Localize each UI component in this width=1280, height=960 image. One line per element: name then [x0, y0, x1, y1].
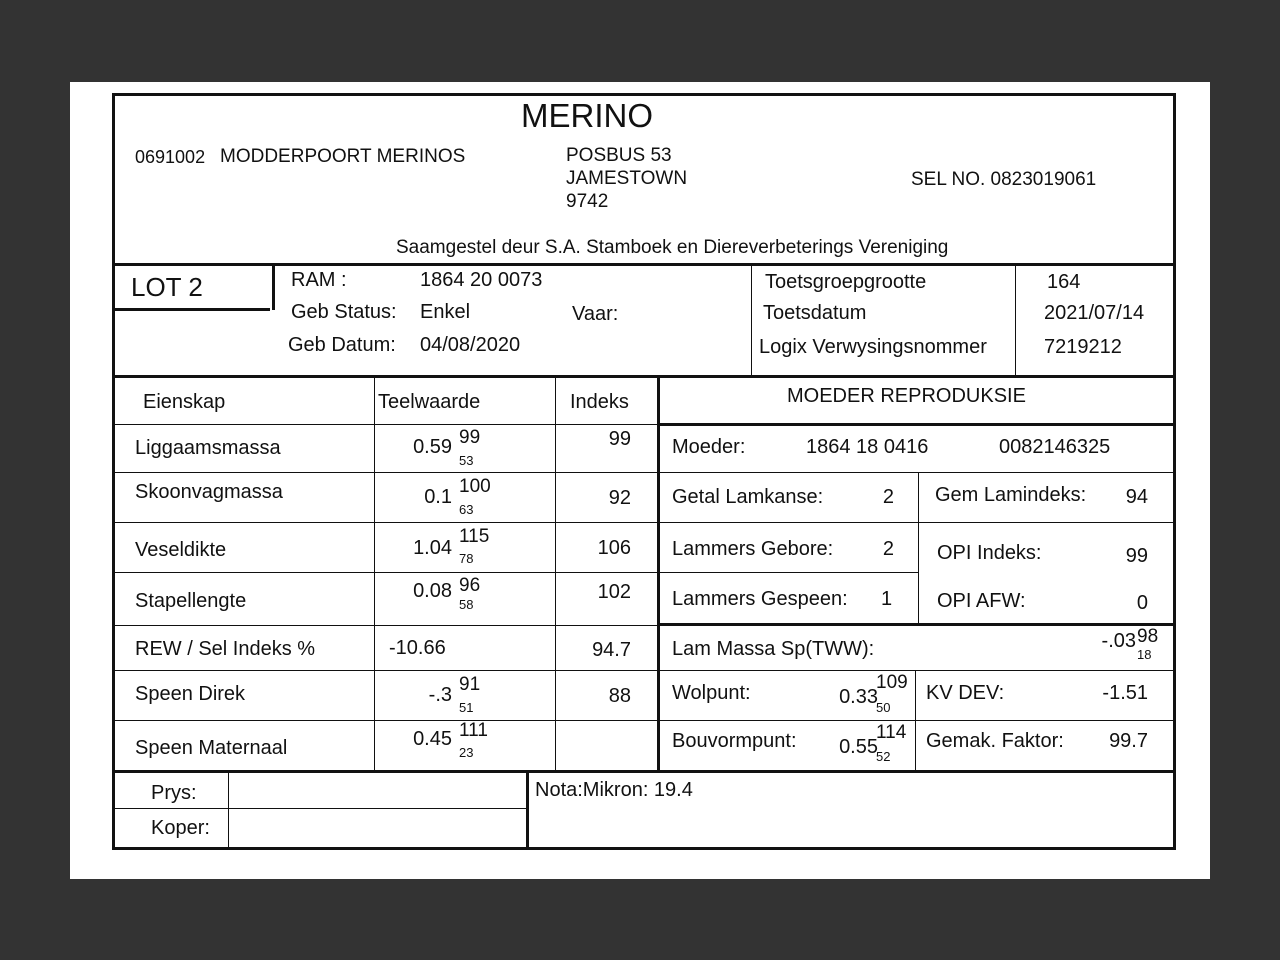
- outer-border-bottom: [112, 847, 1176, 850]
- trait-value: -10.66: [389, 637, 446, 659]
- lambs-born-label: Lammers Gebore:: [672, 538, 834, 560]
- opi-index-label: OPI Indeks:: [937, 542, 1042, 564]
- trait-accuracy-upper: 111: [459, 720, 488, 741]
- trait-name: Speen Direk: [135, 683, 246, 705]
- trait-accuracy-upper: 96: [459, 575, 481, 596]
- lamb-mass-lower: 18: [1137, 647, 1152, 662]
- note-divider: [526, 772, 529, 847]
- trait-accuracy-upper: 91: [459, 674, 481, 695]
- dam-section-title: MOEDER REPRODUKSIE: [787, 385, 1026, 407]
- info-divider-2: [1015, 265, 1016, 375]
- lot-label: LOT 2: [131, 272, 203, 302]
- kv-dev-label: KV DEV:: [926, 682, 1005, 704]
- logix-value: 7219212: [1044, 336, 1122, 358]
- ram-label: RAM :: [291, 269, 347, 291]
- section-divider: [112, 375, 1174, 378]
- buyer-label: Koper:: [151, 817, 210, 839]
- footer-divider: [112, 770, 1174, 773]
- birth-status-value: Enkel: [420, 301, 471, 323]
- trait-name: Speen Maternaal: [135, 737, 288, 759]
- row-line-2: [112, 522, 1174, 523]
- outer-border-top: [112, 93, 1174, 96]
- opi-index-value: 99: [1125, 545, 1148, 567]
- lamb-mass-value: -.03: [1101, 630, 1136, 652]
- trait-name: Skoonvagmassa: [135, 481, 283, 503]
- index-header: Indeks: [570, 391, 629, 413]
- col-divider-trait: [374, 378, 375, 771]
- lot-box-right: [272, 265, 275, 310]
- address-line-3: 9742: [566, 191, 609, 212]
- group-size-value: 164: [1047, 271, 1081, 293]
- trait-name: Liggaamsmassa: [135, 437, 281, 459]
- trait-accuracy-lower: 53: [459, 453, 474, 468]
- wool-points-value: 0.33: [839, 686, 878, 708]
- avg-lamb-index-value: 94: [1125, 486, 1148, 508]
- price-field[interactable]: [240, 783, 520, 805]
- mother-code: 0082146325: [999, 436, 1111, 458]
- logix-label: Logix Verwysingsnommer: [759, 336, 987, 358]
- trait-accuracy-upper: 115: [459, 526, 490, 547]
- compiled-by: Saamgestel deur S.A. Stamboek en Diereverbeterings Vereniging: [396, 237, 949, 258]
- conformation-upper: 114: [876, 722, 907, 743]
- dam-divider-lower: [915, 670, 916, 771]
- info-divider-1: [751, 265, 752, 375]
- row-line-4: [112, 625, 657, 626]
- opi-dev-value: 0: [1136, 592, 1148, 614]
- trait-accuracy-lower: 23: [459, 745, 474, 760]
- trait-accuracy-lower: 63: [459, 502, 474, 517]
- trait-index: 92: [608, 487, 631, 509]
- lamb-mass-upper: 98: [1137, 626, 1159, 647]
- wool-points-label: Wolpunt:: [672, 682, 751, 704]
- conformation-value: 0.55: [839, 736, 878, 758]
- trait-index: 88: [608, 685, 631, 707]
- trait-accuracy-upper: 100: [459, 476, 491, 497]
- trait-index: 94.7: [592, 639, 631, 661]
- trait-accuracy-upper: 99: [459, 427, 481, 448]
- price-label-divider: [228, 772, 229, 847]
- lot-card: [70, 82, 1210, 879]
- mother-label: Moeder:: [672, 436, 746, 458]
- row-line-header: [112, 424, 657, 425]
- note-text: Nota:Mikron: 19.4: [535, 779, 693, 801]
- group-size-label: Toetsgroepgrootte: [765, 271, 927, 293]
- wool-points-upper: 109: [876, 672, 908, 693]
- col-divider-value: [555, 378, 556, 771]
- lamb-chances-label: Getal Lamkanse:: [672, 486, 824, 508]
- lot-box-bottom: [112, 308, 270, 311]
- ram-value: 1864 20 0073: [420, 269, 543, 291]
- breeding-value-header: Teelwaarde: [378, 391, 481, 413]
- page-title: MERINO: [521, 97, 653, 134]
- trait-accuracy-lower: 51: [459, 700, 474, 715]
- buyer-field[interactable]: [240, 818, 520, 840]
- trait-accuracy-lower: 78: [459, 551, 474, 566]
- ease-factor-value: 99.7: [1109, 730, 1148, 752]
- dam-title-line: [660, 423, 1173, 426]
- lamb-chances-value: 2: [882, 486, 894, 508]
- trait-value: 0.45: [413, 728, 452, 750]
- price-row-line: [112, 808, 526, 809]
- row-line-1: [112, 472, 1174, 473]
- avg-lamb-index-label: Gem Lamindeks:: [935, 484, 1087, 506]
- trait-index: 106: [597, 537, 631, 559]
- trait-value: 0.59: [413, 436, 452, 458]
- trait-value: 0.1: [424, 486, 452, 508]
- breeder-code: 0691002: [135, 147, 206, 167]
- price-label: Prys:: [151, 782, 197, 804]
- trait-value: 1.04: [413, 537, 452, 559]
- trait-name: Stapellengte: [135, 590, 247, 612]
- trait-name: Veseldikte: [135, 539, 227, 561]
- cell-number: SEL NO. 0823019061: [911, 169, 1097, 190]
- row-line-4-dam: [657, 623, 1173, 626]
- opi-dev-label: OPI AFW:: [937, 590, 1026, 612]
- kv-dev-value: -1.51: [1102, 682, 1148, 704]
- lambs-born-value: 2: [882, 538, 894, 560]
- trait-header: Eienskap: [143, 391, 226, 413]
- trait-value: 0.08: [413, 580, 452, 602]
- row-line-3-dam: [660, 572, 918, 573]
- dam-divider-upper: [918, 472, 919, 624]
- address-line-1: POSBUS 53: [566, 145, 672, 166]
- test-date-label: Toetsdatum: [763, 302, 867, 324]
- lambs-weaned-value: 1: [881, 588, 893, 610]
- lamb-mass-label: Lam Massa Sp(TWW):: [672, 638, 875, 660]
- address-line-2: JAMESTOWN: [566, 168, 688, 189]
- breeder-name: MODDERPOORT MERINOS: [220, 146, 466, 167]
- test-date-value: 2021/07/14: [1044, 302, 1145, 324]
- sire-label: Vaar:: [572, 303, 619, 325]
- row-line-5: [112, 670, 1174, 671]
- trait-index: 99: [608, 428, 631, 450]
- conformation-lower: 52: [876, 749, 891, 764]
- birth-date-value: 04/08/2020: [420, 334, 521, 356]
- col-divider-dam: [657, 378, 660, 771]
- trait-index: 102: [597, 581, 631, 603]
- birth-status-label: Geb Status:: [291, 301, 397, 323]
- conformation-label: Bouvormpunt:: [672, 730, 797, 752]
- row-line-6: [112, 720, 1174, 721]
- trait-name: REW / Sel Indeks %: [135, 638, 316, 660]
- trait-value: -.3: [428, 684, 452, 706]
- lambs-weaned-label: Lammers Gespeen:: [672, 588, 848, 610]
- ease-factor-label: Gemak. Faktor:: [926, 730, 1064, 752]
- birth-date-label: Geb Datum:: [288, 334, 396, 356]
- row-line-3: [112, 572, 657, 573]
- mother-id: 1864 18 0416: [806, 436, 929, 458]
- trait-accuracy-lower: 58: [459, 597, 474, 612]
- wool-points-lower: 50: [876, 700, 891, 715]
